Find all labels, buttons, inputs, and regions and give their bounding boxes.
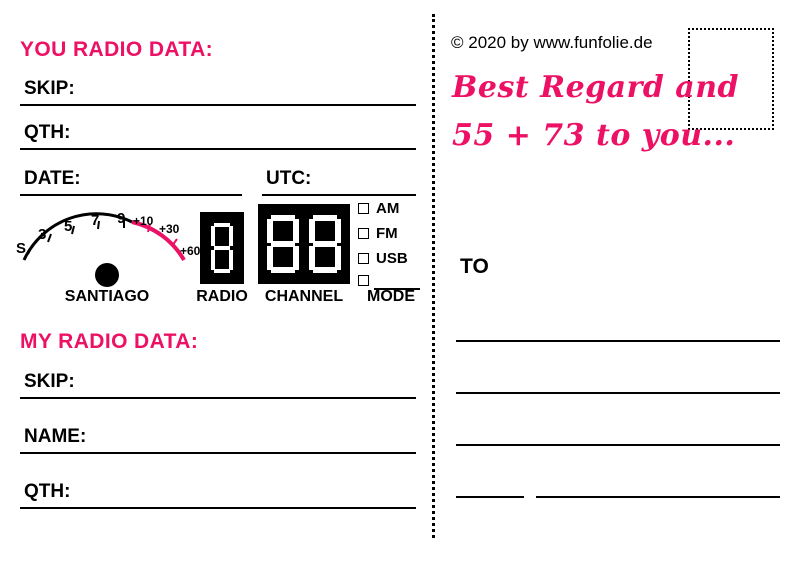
field-label-name: NAME: (24, 426, 87, 447)
mode-option-am[interactable] (358, 200, 399, 217)
s-meter-tick-9: 9 (117, 210, 126, 227)
address-rule-3[interactable] (456, 444, 780, 446)
mode-option-other[interactable] (358, 275, 376, 286)
greeting-line-2: 55 + 73 to you... (452, 118, 736, 153)
address-rule-4b[interactable] (536, 496, 780, 498)
field-label-skip-top: SKIP: (24, 78, 75, 99)
meter-caption-santiago: SANTIAGO (64, 288, 150, 305)
mode-caption: MODE (367, 288, 415, 305)
address-rule-4a[interactable] (456, 496, 524, 498)
field-rule-qth-top[interactable] (20, 148, 416, 150)
address-to-label: TO (460, 255, 489, 278)
mode-option-label: FM (376, 225, 398, 242)
field-rule-name[interactable] (20, 452, 416, 454)
field-label-skip-bottom: SKIP: (24, 371, 75, 392)
my-radio-data-title: MY RADIO DATA: (20, 330, 199, 353)
field-rule-skip-bottom[interactable] (20, 397, 416, 399)
address-rule-2[interactable] (456, 392, 780, 394)
address-rule-1[interactable] (456, 340, 780, 342)
s-meter-tick-3: 3 (38, 226, 47, 243)
field-label-qth-top: QTH: (24, 122, 71, 143)
vertical-dashed-divider (432, 14, 435, 538)
field-label-qth-bottom: QTH: (24, 481, 71, 502)
greeting-line-1: Best Regard and (452, 70, 740, 105)
your-radio-data-title: YOU RADIO DATA: (20, 38, 214, 61)
checkbox-icon-fm[interactable] (358, 228, 369, 239)
s-meter-plus-60: +60 (180, 244, 201, 258)
seven-segment-digit (267, 215, 299, 273)
s-meter-tick-7: 7 (91, 212, 100, 229)
checkbox-icon-other[interactable] (358, 275, 369, 286)
s-meter-plus-10: +10 (133, 214, 154, 228)
radio-display-caption: RADIO (196, 288, 248, 305)
field-label-utc: UTC: (266, 168, 312, 189)
s-meter-needle-dot (95, 263, 119, 287)
checkbox-icon-usb[interactable] (358, 253, 369, 264)
field-rule-utc[interactable] (262, 194, 416, 196)
s-meter-tick-s: S (16, 240, 27, 257)
field-rule-qth-bottom[interactable] (20, 507, 416, 509)
field-rule-date[interactable] (20, 194, 242, 196)
radio-digit-display (200, 212, 244, 284)
s-meter-tick-5: 5 (64, 218, 73, 235)
channel-display-caption: CHANNEL (264, 288, 344, 305)
mode-option-label: AM (376, 200, 400, 217)
field-label-date: DATE: (24, 168, 81, 189)
seven-segment-digit (211, 223, 233, 273)
seven-segment-digit (309, 215, 341, 273)
checkbox-icon-am[interactable] (358, 203, 369, 214)
mode-option-usb[interactable] (358, 250, 408, 267)
copyright-notice: © 2020 by www.funfolie.de (451, 33, 653, 52)
s-meter-plus-30: +30 (159, 222, 180, 236)
field-rule-skip-top[interactable] (20, 104, 416, 106)
mode-option-label: USB (376, 250, 408, 267)
mode-option-fm[interactable] (358, 225, 398, 242)
channel-digit-display (258, 204, 350, 284)
